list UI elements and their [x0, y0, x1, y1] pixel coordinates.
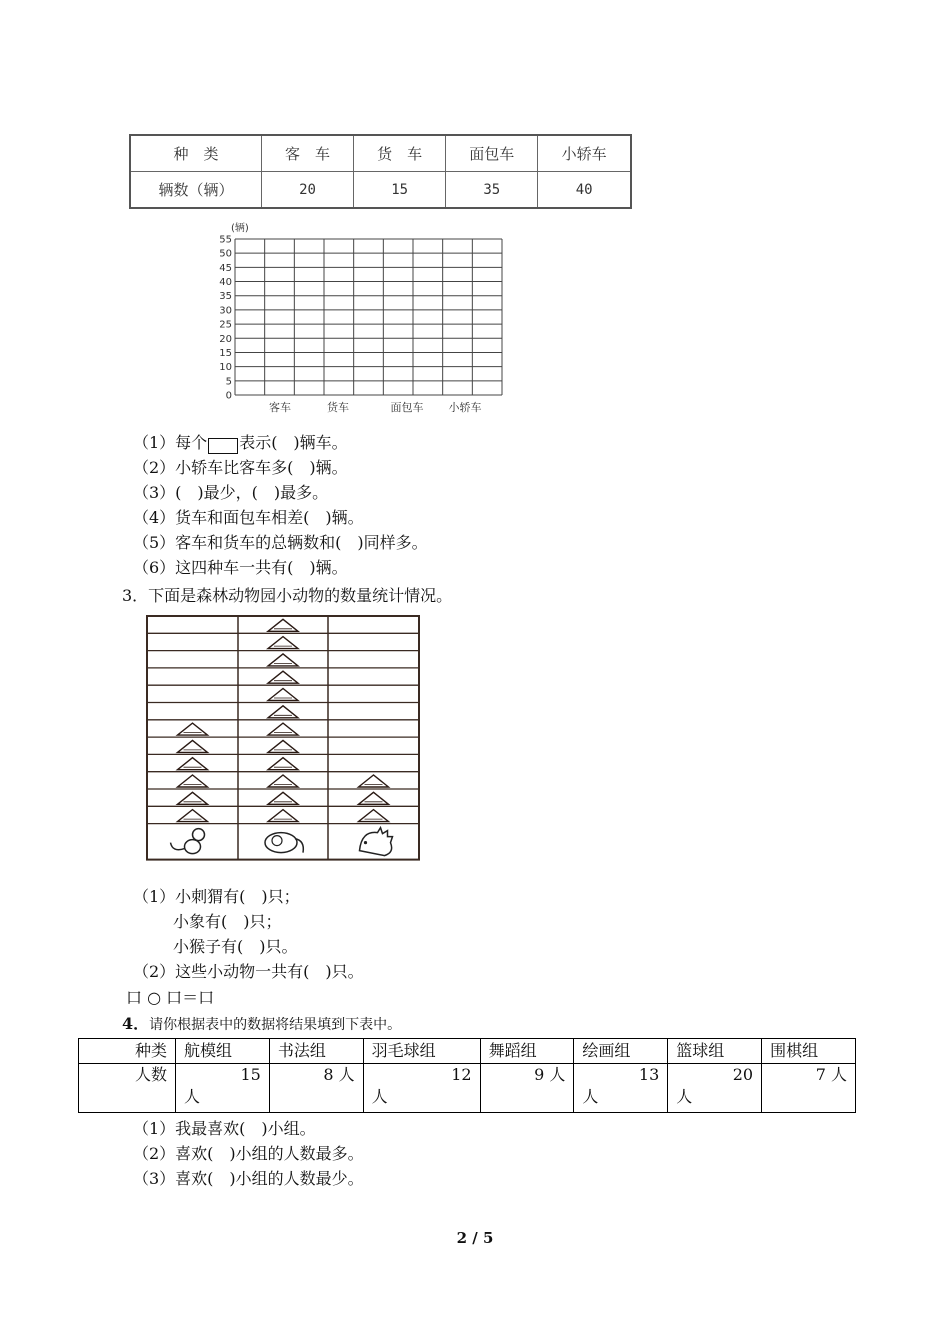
group-table-header-label: 种类	[79, 1039, 176, 1064]
triangle-mark-monkey	[178, 775, 208, 787]
group-count: 9 人	[534, 1065, 566, 1084]
x-category-label: 货车	[327, 401, 349, 414]
vehicle-table	[129, 134, 632, 209]
group-count-cell	[574, 1064, 668, 1113]
group-count-unit: 人	[371, 1087, 388, 1106]
y-tick-label: 35	[219, 291, 232, 303]
vehicle-col-truck: 货 车	[354, 135, 446, 172]
x-category-label: 面包车	[390, 401, 424, 414]
triangle-mark-hedgehog	[359, 810, 389, 822]
question-2-4: （4）货车和面包车相差( )辆。	[133, 508, 364, 527]
group-count: 20	[732, 1065, 754, 1084]
y-tick-label: 25	[219, 319, 232, 331]
group-count-cell	[762, 1064, 856, 1113]
group-name: 围棋组	[762, 1039, 856, 1064]
vehicle-col-car: 小轿车	[538, 135, 631, 172]
y-tick-label: 10	[219, 362, 232, 374]
vehicle-col-bus: 客 车	[262, 135, 354, 172]
triangle-mark-monkey	[178, 810, 208, 822]
question-2-1-prefix: （1）每个	[133, 433, 208, 452]
triangle-mark-elephant	[268, 792, 298, 804]
triangle-mark-elephant	[268, 671, 298, 683]
triangle-mark-elephant	[268, 810, 298, 822]
y-tick-label: 15	[219, 347, 232, 359]
elephant-ear-shape	[272, 836, 282, 846]
group-count-cell	[269, 1064, 363, 1113]
triangle-mark-monkey	[178, 792, 208, 804]
y-tick-label: 30	[219, 305, 232, 317]
group-count-unit: 人	[582, 1087, 599, 1106]
question-4-3: （3）喜欢( )小组的人数最少。	[133, 1169, 364, 1188]
vehicle-value-bus: 20	[262, 172, 354, 209]
group-count: 15	[240, 1065, 261, 1084]
triangle-mark-elephant	[268, 637, 298, 649]
group-name: 羽毛球组	[363, 1039, 480, 1064]
equation-template: 口 ○ 口＝口	[126, 988, 215, 1007]
group-table-row-label: 人数	[79, 1064, 176, 1113]
triangle-mark-monkey	[178, 758, 208, 770]
question-3-1c: 小猴子有( )只。	[173, 937, 298, 956]
question-3-1: （1）小刺猬有( )只；	[133, 887, 300, 906]
group-table-header-row	[79, 1039, 856, 1064]
vehicle-table-header-row	[130, 135, 631, 172]
question-2-1	[133, 433, 348, 454]
triangle-mark-elephant	[268, 740, 298, 752]
group-count-cell	[176, 1064, 270, 1113]
group-count-cell	[480, 1064, 574, 1113]
animal-pictograph-chart	[145, 614, 423, 870]
y-tick-label: 5	[225, 376, 232, 388]
y-unit-label: (辆)	[231, 223, 249, 234]
group-name: 绘画组	[574, 1039, 668, 1064]
monkey-icon	[171, 829, 205, 854]
triangle-mark-elephant	[268, 706, 298, 718]
section-3-title: 3．下面是森林动物园小动物的数量统计情况。	[122, 586, 453, 605]
triangle-mark-elephant	[268, 775, 298, 787]
vehicle-table-header-label: 种 类	[130, 135, 262, 172]
vehicle-col-van: 面包车	[446, 135, 538, 172]
y-tick-label: 45	[219, 262, 232, 274]
blank-bar-chart-grid	[195, 216, 515, 418]
vehicle-value-car: 40	[538, 172, 631, 209]
group-count: 8 人	[323, 1065, 355, 1084]
y-tick-label: 0	[225, 390, 232, 402]
question-3-2: （2）这些小动物一共有( )只。	[133, 962, 364, 981]
monkey-tail-shape	[171, 843, 185, 850]
elephant-icon	[265, 833, 303, 853]
group-count-unit: 人	[184, 1087, 201, 1106]
y-tick-label: 40	[219, 277, 232, 289]
triangle-mark-monkey	[178, 723, 208, 735]
question-2-1-suffix: 表示( )辆车。	[239, 433, 348, 452]
interest-group-table	[78, 1038, 856, 1113]
question-2-2: （2）小轿车比客车多( )辆。	[133, 458, 348, 477]
x-category-label: 小轿车	[448, 401, 482, 414]
triangle-mark-elephant	[268, 758, 298, 770]
group-count: 12	[451, 1065, 472, 1084]
vehicle-value-van: 35	[446, 172, 538, 209]
question-2-6: （6）这四种车一共有( )辆。	[133, 558, 348, 577]
x-category-label: 客车	[269, 401, 291, 414]
group-count: 13	[638, 1065, 660, 1084]
page-number: 2 / 5	[456, 1229, 494, 1247]
hedgehog-icon	[360, 828, 393, 856]
square-symbol-icon	[208, 438, 238, 454]
triangle-mark-hedgehog	[359, 792, 389, 804]
vehicle-table-row-label: 辆数（辆）	[130, 172, 262, 209]
section-4-number: 4．	[122, 1014, 150, 1033]
triangle-mark-hedgehog	[359, 775, 389, 787]
question-4-1: （1）我最喜欢( )小组。	[133, 1119, 316, 1138]
group-table-value-row	[79, 1064, 856, 1113]
triangle-mark-monkey	[178, 740, 208, 752]
group-name: 书法组	[269, 1039, 363, 1064]
triangle-mark-elephant	[268, 723, 298, 735]
question-4-2: （2）喜欢( )小组的人数最多。	[133, 1144, 364, 1163]
question-3-1b: 小象有( )只；	[173, 912, 282, 931]
group-name: 篮球组	[668, 1039, 762, 1064]
vehicle-table-value-row	[130, 172, 631, 209]
group-name: 舞蹈组	[480, 1039, 574, 1064]
section-4-text: 请你根据表中的数据将结果填到下表中。	[149, 1017, 402, 1033]
group-count-cell	[668, 1064, 762, 1113]
y-tick-label: 50	[219, 248, 232, 260]
group-name: 航模组	[176, 1039, 270, 1064]
triangle-mark-elephant	[268, 619, 298, 631]
hedgehog-eye-shape	[364, 841, 367, 844]
question-2-3: （3）( )最少，( )最多。	[133, 483, 329, 502]
monkey-body-shape	[185, 840, 201, 854]
group-count: 7 人	[815, 1065, 847, 1084]
section-4-title	[122, 1014, 401, 1035]
group-count-cell	[363, 1064, 480, 1113]
triangle-mark-elephant	[268, 689, 298, 701]
y-tick-label: 20	[219, 333, 232, 345]
y-tick-label: 55	[219, 234, 232, 246]
triangle-mark-elephant	[268, 654, 298, 666]
monkey-head-shape	[193, 829, 205, 841]
vehicle-value-truck: 15	[354, 172, 446, 209]
group-count-unit: 人	[676, 1087, 693, 1106]
question-2-5: （5）客车和货车的总辆数和( )同样多。	[133, 533, 428, 552]
